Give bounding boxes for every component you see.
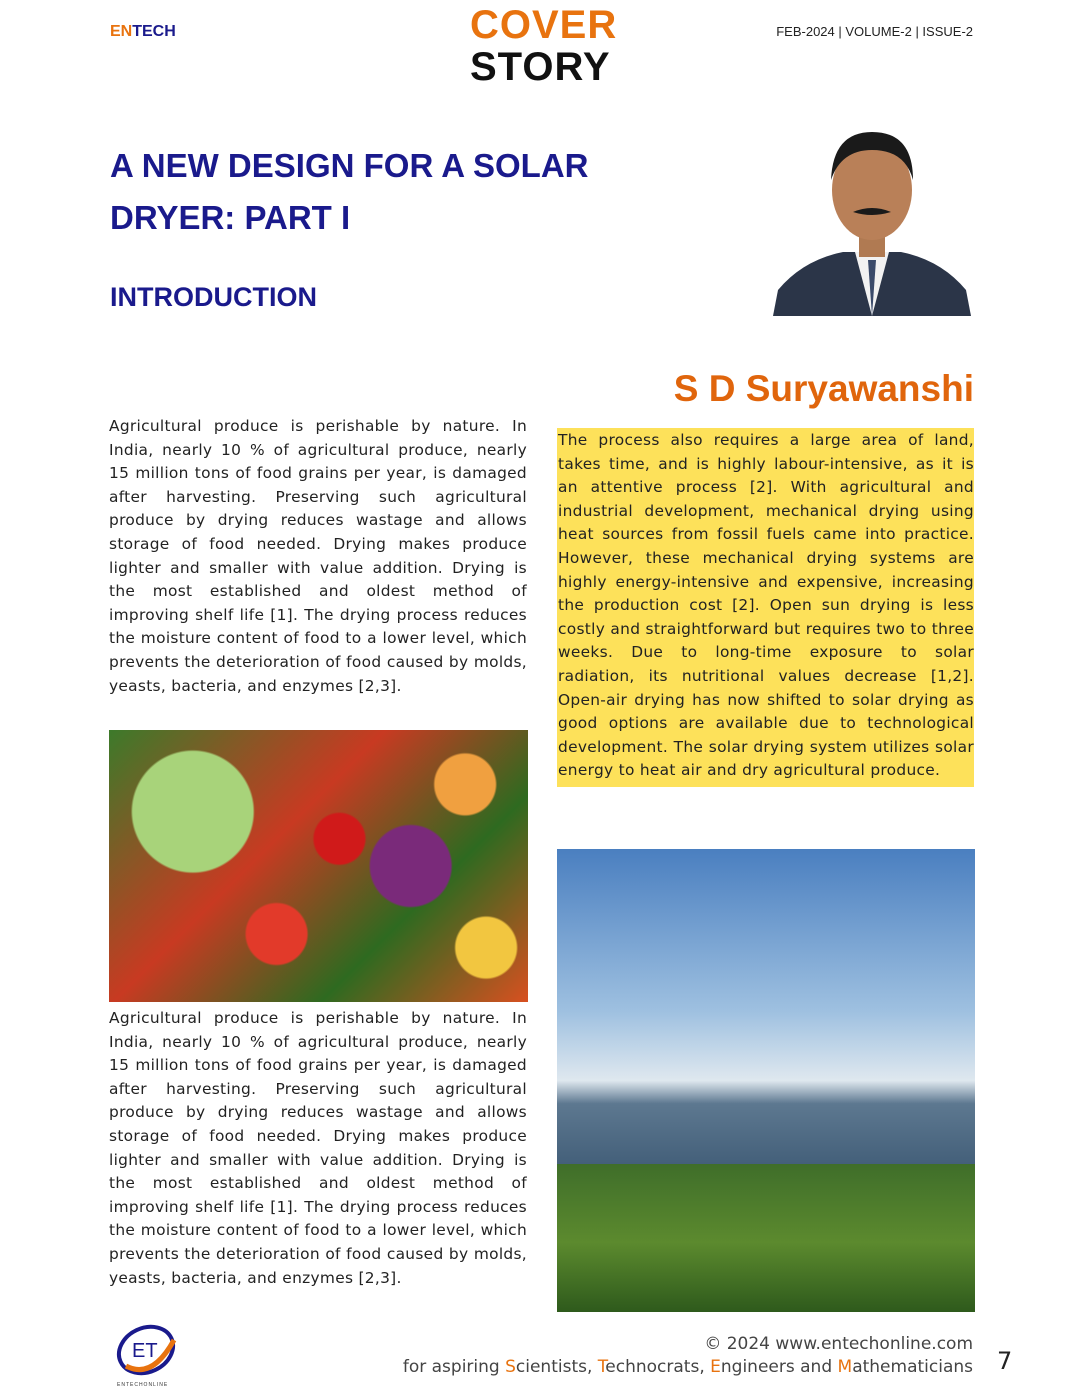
brand-tech: TECH	[132, 23, 176, 40]
vegetables-image	[109, 730, 528, 1002]
section-heading: INTRODUCTION	[110, 282, 317, 312]
tag-initial: E	[710, 1357, 721, 1377]
tag-initial: M	[837, 1357, 853, 1377]
grain-silos-image	[557, 849, 975, 1312]
cover-label: COVER	[470, 3, 618, 47]
tag-initial: S	[505, 1357, 516, 1377]
author-portrait	[773, 120, 971, 316]
copyright-text: © 2024 www.entechonline.com	[704, 1334, 973, 1354]
brand-label	[110, 23, 176, 41]
svg-text:ET: ET	[132, 1340, 158, 1362]
tag-part: athematicians	[852, 1357, 973, 1377]
intro-paragraph: Agricultural produce is perishable by nature. In India, nearly 10 % of agricultural produce, nearly 15 million tons of food grains per year, is damaged after harvesting. Preserving such agricultural produce by drying reduces wastage and allows storage of food needed. Drying makes produce lighter and smaller with value addition. Drying is the most established and oldest method of improving shelf life [1]. The drying process reduces the moisture content of food to a lower level, which prevents the deterioration of food caused by molds, yeasts, bacteria, and enzymes [2,3].	[109, 417, 527, 695]
entechonline-logo	[112, 1320, 184, 1388]
author-name: S D Suryawanshi	[673, 368, 974, 409]
intro-paragraph-repeat: Agricultural produce is perishable by nature. In India, nearly 10 % of agricultural produce, nearly 15 million tons of food grains per year, is damaged after harvesting. Preserving such agricultural produce by drying reduces wastage and allows storage of food needed. Drying makes produce lighter and smaller with value addition. Drying is the most established and oldest method of improving shelf life [1]. The drying process reduces the moisture content of food to a lower level, which prevents the deterioration of food caused by molds, yeasts, bacteria, and enzymes [2,3].	[109, 1009, 527, 1287]
tag-part: echnocrats,	[605, 1357, 711, 1377]
svg-text:ENTECHONLINE: ENTECHONLINE	[117, 1382, 169, 1388]
highlighted-paragraph: The process also requires a large area of land, takes time, and is highly labour-intensive, as it is an attentive process [2]. With agricultural and industrial development, mechanical drying using heat sources from fossil fuels came into practice. However, these mechanical drying systems are highly energy-intensive and expensive, increasing the production cost [2]. Open sun drying is less costly and straightforward but requires two to three weeks. Due to long-time exposure to solar radiation, its nutritional values decrease [1,2]. Open-air drying has now shifted to solar drying as good options are available due to technological development. The solar drying system utilizes solar energy to heat air and dry agricultural produce.	[557, 428, 974, 787]
brand-en: EN	[110, 23, 133, 40]
issue-info: FEB-2024 | VOLUME-2 | ISSUE-2	[776, 24, 973, 39]
tag-initial: T	[597, 1357, 606, 1377]
page-number: 7	[997, 1347, 1013, 1375]
tag-part: for aspiring	[402, 1357, 506, 1377]
story-label: STORY	[470, 45, 611, 89]
article-title: A NEW DESIGN FOR A SOLAR DRYER: PART I	[110, 147, 589, 236]
tagline	[403, 1357, 973, 1377]
tag-part: ngineers and	[720, 1357, 838, 1377]
tag-part: cientists,	[515, 1357, 598, 1377]
